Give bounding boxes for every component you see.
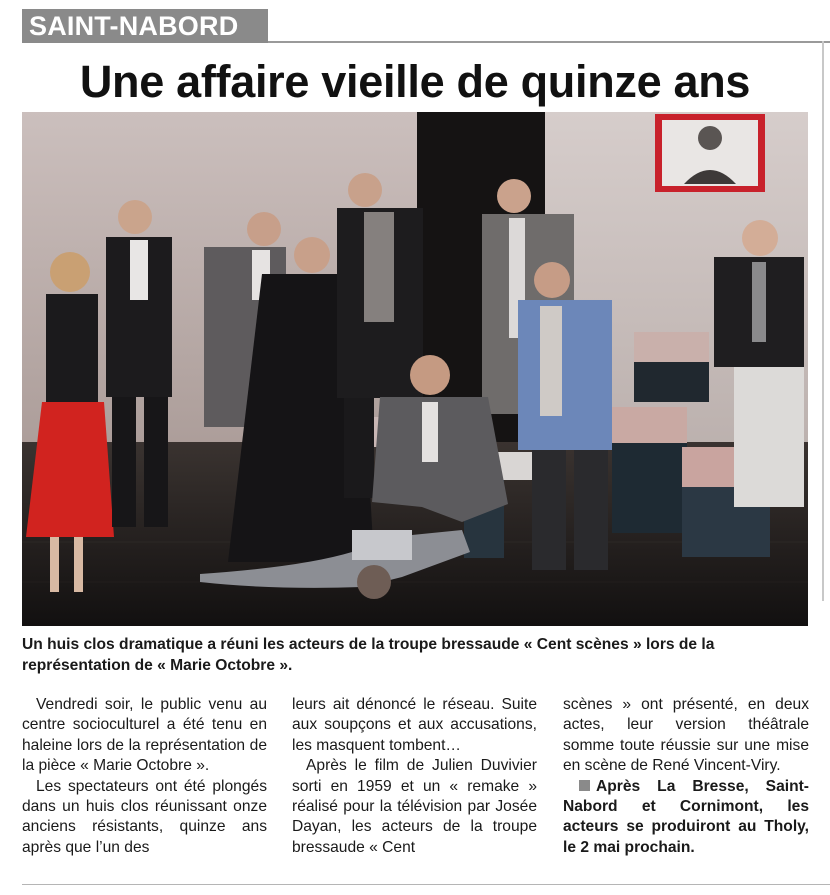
info-note [563,777,809,859]
side-rule [822,41,824,601]
section-rule [268,41,830,43]
info-note-text: Après La Bresse, Saint-Nabord et Cornimont, les acteurs se produiront au Tholy, le 2 mai prochain. [563,777,809,856]
article-column-2 [292,695,537,858]
photo-caption: Un huis clos dramatique a réuni les acteurs de la troupe bressaude « Cent scènes » lors de la représentation de « Marie Octobre ». [22,636,715,674]
paragraph: leurs ait dénoncé le réseau. Suite aux soupçons et aux accusations, les masquent tombent… [292,696,537,754]
bottom-rule [22,884,830,885]
headline: Une affaire vieille de quinze ans [79,56,751,107]
article-column-3 [563,695,809,858]
bullet-square-icon [579,780,590,791]
paragraph: Après le film de Julien Duvivier sorti en 1959 et un « remake » réalisé pour la télévision par Josée Dayan, les acteurs de la troupe bressaude « Cent [292,757,537,856]
section-label: SAINT-NABORD [22,9,268,43]
paragraph: Les spectateurs ont été plongés dans un huis clos réunissant onze anciens résistants, quinze ans après que l’un des [22,777,267,856]
paragraph: Vendredi soir, le public venu au centre socioculturel a été tenu en haleine lors de la représentation de la pièce « Marie Octobre ». [22,696,267,775]
article-photo [22,112,808,626]
stage-performance-photo-icon [22,112,808,626]
article-column-1 [22,695,267,858]
paragraph: scènes » ont présenté, en deux actes, leur version théâtrale somme toute réussie sur une mise en scène de René Vincent-Viry. [563,696,809,775]
